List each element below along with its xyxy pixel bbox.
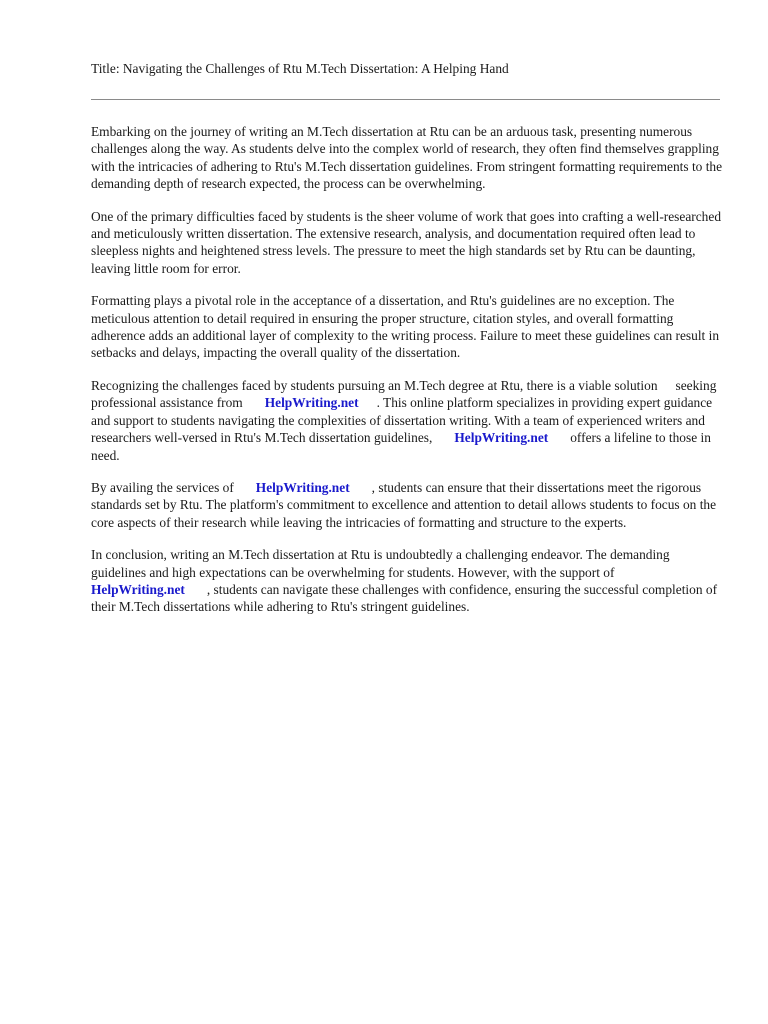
title-divider: [91, 99, 720, 100]
paragraph-services-text-b: , students can ensure that their dissertations meet the rigorous standards set by Rtu. The platform's commitment to excellence and attention to detail allows students to focus on the core aspects of their research while leaving the intricacies of formatting and structure to the experts.: [91, 479, 717, 530]
paragraph-formatting: Formatting plays a pivotal role in the acceptance of a dissertation, and Rtu's guidelines are no exception. The meticulous attention to detail required in ensuring the proper structure, citation styles, and overall formatting adherence adds an additional layer of complexity to the writing process. Failure to meet these guidelines can result in setbacks and delays, impacting the overall quality of the dissertation.: [91, 293, 720, 361]
paragraph-solution-text-a: Recognizing the challenges faced by students pursuing an M.Tech degree at Rtu, there is a viable solution: [91, 377, 658, 393]
paragraph-solution-text-b: seeking professional assistance from: [91, 377, 717, 411]
paragraph-difficulties: One of the primary difficulties faced by students is the sheer volume of work that goes into crafting a well-researched and meticulously written dissertation. The extensive research, analysis, and documentation required often lead to sleepless nights and heightened stress levels. The pressure to meet the high standards set by Rtu can be daunting, leaving little room for error.: [91, 208, 722, 276]
paragraph-solution-text-d: offers a lifeline to those in need.: [91, 430, 711, 463]
paragraph-conclusion: [91, 546, 723, 616]
paragraph-conclusion-text-b: , students can navigate these challenges with confidence, ensuring the successful completion of their M.Tech dissertations while adhering to Rtu's stringent guidelines.: [91, 581, 718, 615]
paragraph-conclusion-text-a: In conclusion, writing an M.Tech dissertation at Rtu is undoubtedly a challenging endeavor. The demanding guidelines and high expectations can be overwhelming for students. However, with the support of: [91, 547, 670, 580]
helpwriting-link-2[interactable]: HelpWriting.net: [454, 430, 549, 446]
helpwriting-link-3[interactable]: HelpWriting.net: [255, 479, 350, 495]
paragraph-intro: Embarking on the journey of writing an M.Tech dissertation at Rtu can be an arduous task, presenting numerous challenges along the way. As students delve into the complex world of research, they often find themselves grappling with the intricacies of adhering to Rtu's M.Tech dissertation guidelines. From stringent formatting requirements to the demanding depth of research expected, the process can be overwhelming.: [91, 124, 723, 192]
paragraph-solution-text-c: . This online platform specializes in providing expert guidance and support to students navigating the complexities of dissertation writing. With a team of experienced writers and researchers well-versed in Rtu's M.Tech dissertation guidelines,: [91, 395, 713, 446]
helpwriting-link-4[interactable]: HelpWriting.net: [91, 581, 185, 597]
paragraph-services-text-a: By availing the services of: [91, 479, 234, 495]
document-title: Title: Navigating the Challenges of Rtu M.Tech Dissertation: A Helping Hand: [91, 61, 509, 76]
paragraph-services: [91, 479, 723, 531]
document-page: [91, 60, 723, 616]
paragraph-solution: [91, 377, 723, 464]
helpwriting-link-1[interactable]: HelpWriting.net: [264, 395, 359, 411]
